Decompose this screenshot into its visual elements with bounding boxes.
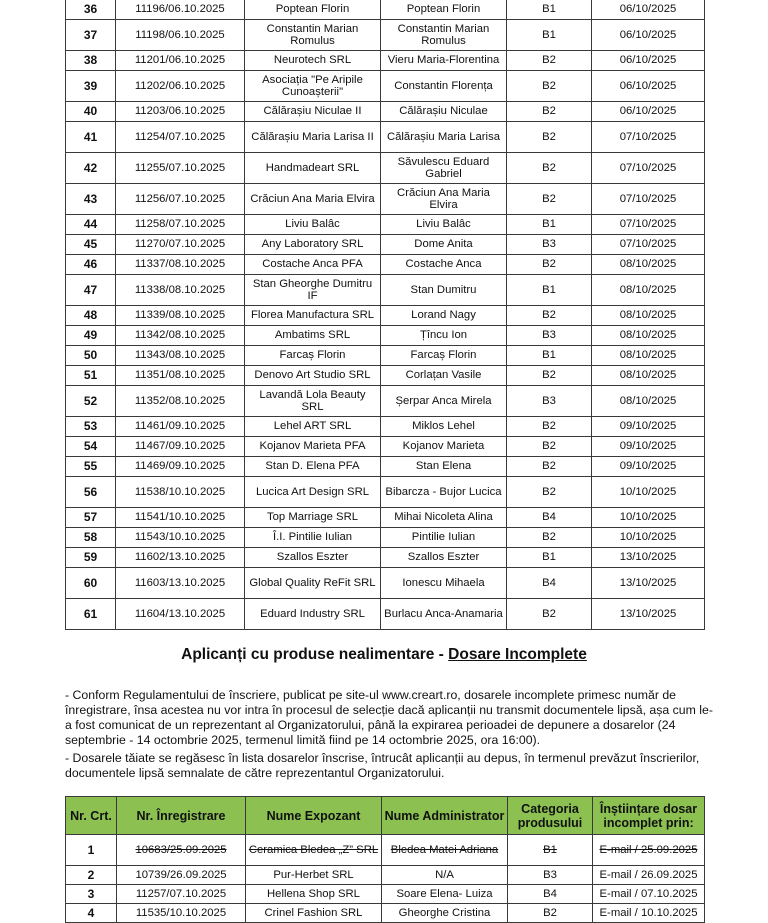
row-number: 53: [66, 417, 116, 437]
table-row: [66, 0, 705, 20]
table-row: [66, 255, 705, 275]
registration-date: 08/10/2025: [592, 346, 705, 366]
struck-text: B1: [543, 843, 557, 856]
table-row: [66, 102, 705, 122]
row-number: 44: [66, 215, 116, 235]
product-category: B1: [507, 215, 592, 235]
product-category: [508, 835, 593, 866]
exhibitor-name: Lavandă Lola Beauty SRL: [245, 386, 381, 417]
table-row: [66, 366, 705, 386]
product-category: B2: [507, 417, 592, 437]
header-registration: Nr. Înregistrare: [117, 797, 246, 835]
exhibitor-name: Crinel Fashion SRL: [246, 904, 382, 923]
exhibitor-name: Top Marriage SRL: [245, 508, 381, 528]
exhibitor-name: Florea Manufactura SRL: [245, 306, 381, 326]
product-category: B1: [507, 275, 592, 306]
administrator-name: Corlațan Vasile: [381, 366, 507, 386]
administrator-name: Dome Anita: [381, 235, 507, 255]
registration-number: 11352/08.10.2025: [116, 386, 245, 417]
administrator-name: Vieru Maria-Florentina: [381, 51, 507, 71]
registration-date: 07/10/2025: [592, 184, 705, 215]
table-row: [66, 866, 705, 885]
table-row: [66, 599, 705, 630]
registered-applicants-table: [65, 0, 705, 630]
row-number: 50: [66, 346, 116, 366]
registration-number: 11343/08.10.2025: [116, 346, 245, 366]
incomplete-files-table: [65, 796, 705, 923]
exhibitor-name: Szallos Eszter: [245, 548, 381, 568]
administrator-name: Soare Elena- Luiza: [382, 885, 508, 904]
product-category: B2: [507, 457, 592, 477]
table-header-row: [66, 797, 705, 835]
struck-text: Bledea Matei Adriana: [390, 843, 499, 856]
struck-text: E-mail / 25.09.2025: [599, 843, 698, 856]
exhibitor-name: Î.I. Pintilie Iulian: [245, 528, 381, 548]
product-category: B1: [507, 0, 592, 20]
registration-number: 11270/07.10.2025: [116, 235, 245, 255]
table-row: [66, 71, 705, 102]
administrator-name: Călărașiu Niculae: [381, 102, 507, 122]
table-row: [66, 835, 705, 866]
exhibitor-name: Global Quality ReFit SRL: [245, 568, 381, 599]
table-row: [66, 184, 705, 215]
registration-number: [117, 835, 246, 866]
registration-date: 09/10/2025: [592, 437, 705, 457]
table-row: [66, 275, 705, 306]
registration-number: 11196/06.10.2025: [116, 0, 245, 20]
administrator-name: Mihai Nicoleta Alina: [381, 508, 507, 528]
section-title-underlined: Dosare Incomplete: [448, 646, 587, 663]
exhibitor-name: Poptean Florin: [245, 0, 381, 20]
table-row: [66, 904, 705, 923]
notification-method: E-mail / 10.10.2025: [593, 904, 705, 923]
row-number: 60: [66, 568, 116, 599]
row-number: 49: [66, 326, 116, 346]
product-category: B3: [507, 386, 592, 417]
administrator-name: Șerpar Anca Mirela: [381, 386, 507, 417]
exhibitor-name: Kojanov Marieta PFA: [245, 437, 381, 457]
registration-number: 11541/10.10.2025: [116, 508, 245, 528]
row-number: 55: [66, 457, 116, 477]
table-row: [66, 885, 705, 904]
administrator-name: [382, 835, 508, 866]
administrator-name: Gheorghe Cristina: [382, 904, 508, 923]
registration-date: 06/10/2025: [592, 51, 705, 71]
exhibitor-name: Liviu Balâc: [245, 215, 381, 235]
exhibitor-name: [246, 835, 382, 866]
product-category: B2: [507, 102, 592, 122]
product-category: B1: [507, 20, 592, 51]
registration-date: 07/10/2025: [592, 235, 705, 255]
administrator-name: Kojanov Marieta: [381, 437, 507, 457]
row-number: 48: [66, 306, 116, 326]
notification-method: [593, 835, 705, 866]
exhibitor-name: Asociația "Pe Aripile Cunoașterii": [245, 71, 381, 102]
registration-number: 11538/10.10.2025: [116, 477, 245, 508]
administrator-name: Stan Elena: [381, 457, 507, 477]
notification-method: E-mail / 26.09.2025: [593, 866, 705, 885]
notification-method: E-mail / 07.10.2025: [593, 885, 705, 904]
registration-number: 11198/06.10.2025: [116, 20, 245, 51]
exhibitor-name: Neurotech SRL: [245, 51, 381, 71]
product-category: B4: [508, 885, 593, 904]
exhibitor-name: Lehel ART SRL: [245, 417, 381, 437]
table-row: [66, 568, 705, 599]
registration-date: 13/10/2025: [592, 548, 705, 568]
note-paragraph: - Conform Regulamentului de înscriere, publicat pe site-ul www.creart.ro, dosarele incomplete primesc număr de înregistrare, însa acestea nu vor intra în procesul de selecție dacă aplicanții nu transmit documentele lipsă, așa cum le-a fost comunicat de un reprezentant al Organizatorului, până la expirarea perioadei de depunere a dosarelor (24 septembrie - 14 octombrie 2025, termenul limită fiind pe 14 octombrie 2025, ora 16:00).: [65, 688, 713, 747]
incomplete-notes: [65, 688, 713, 784]
table-row: [66, 215, 705, 235]
registration-number: 11342/08.10.2025: [116, 326, 245, 346]
exhibitor-name: Denovo Art Studio SRL: [245, 366, 381, 386]
registration-date: 07/10/2025: [592, 122, 705, 153]
row-number: 42: [66, 153, 116, 184]
administrator-name: Poptean Florin: [381, 0, 507, 20]
row-number: 61: [66, 599, 116, 630]
header-notification: Înștiințare dosar incomplet prin:: [593, 797, 705, 835]
registration-number: 11469/09.10.2025: [116, 457, 245, 477]
header-nr-crt: Nr. Crt.: [66, 797, 117, 835]
registration-number: 11201/06.10.2025: [116, 51, 245, 71]
registration-date: 10/10/2025: [592, 508, 705, 528]
registration-date: 08/10/2025: [592, 366, 705, 386]
registration-date: 08/10/2025: [592, 386, 705, 417]
table-row: [66, 528, 705, 548]
registration-number: 11535/10.10.2025: [117, 904, 246, 923]
row-number: 59: [66, 548, 116, 568]
row-number: 2: [66, 866, 117, 885]
exhibitor-name: Stan Gheorghe Dumitru IF: [245, 275, 381, 306]
administrator-name: Crăciun Ana Maria Elvira: [381, 184, 507, 215]
table-row: [66, 326, 705, 346]
product-category: B2: [507, 122, 592, 153]
registration-number: 11339/08.10.2025: [116, 306, 245, 326]
table-row: [66, 346, 705, 366]
product-category: B2: [507, 153, 592, 184]
administrator-name: Constantin Marian Romulus: [381, 20, 507, 51]
product-category: B3: [507, 326, 592, 346]
row-number: 40: [66, 102, 116, 122]
row-number: 51: [66, 366, 116, 386]
administrator-name: Bibarcza - Bujor Lucica: [381, 477, 507, 508]
table-row: [66, 153, 705, 184]
exhibitor-name: Eduard Industry SRL: [245, 599, 381, 630]
row-number: 58: [66, 528, 116, 548]
exhibitor-name: Costache Anca PFA: [245, 255, 381, 275]
row-number: 47: [66, 275, 116, 306]
row-number: 52: [66, 386, 116, 417]
registration-number: 11202/06.10.2025: [116, 71, 245, 102]
administrator-name: Săvulescu Eduard Gabriel: [381, 153, 507, 184]
table-row: [66, 122, 705, 153]
product-category: B4: [507, 508, 592, 528]
registration-number: 11603/13.10.2025: [116, 568, 245, 599]
registration-date: 07/10/2025: [592, 153, 705, 184]
administrator-name: Stan Dumitru: [381, 275, 507, 306]
administrator-name: Lorand Nagy: [381, 306, 507, 326]
product-category: B3: [507, 235, 592, 255]
row-number: 3: [66, 885, 117, 904]
product-category: B2: [507, 477, 592, 508]
section-title: [0, 646, 768, 664]
row-number: 41: [66, 122, 116, 153]
product-category: B2: [507, 599, 592, 630]
registration-date: 09/10/2025: [592, 457, 705, 477]
incomplete-table-body: [66, 835, 705, 923]
registration-number: 11602/13.10.2025: [116, 548, 245, 568]
note-paragraph: - Dosarele tăiate se regăsesc în lista dosarelor înscrise, întrucât aplicanții au depus, în termenul prevăzut înscrierilor, documentele lipsă semnalate de către reprezentantul Organizatorului.: [65, 751, 700, 780]
row-number: 39: [66, 71, 116, 102]
exhibitor-name: Pur-Herbet SRL: [246, 866, 382, 885]
row-number: 57: [66, 508, 116, 528]
registration-number: 11467/09.10.2025: [116, 437, 245, 457]
registration-number: 11203/06.10.2025: [116, 102, 245, 122]
row-number: 4: [66, 904, 117, 923]
registration-number: 11604/13.10.2025: [116, 599, 245, 630]
registration-number: 11258/07.10.2025: [116, 215, 245, 235]
registration-number: 11255/07.10.2025: [116, 153, 245, 184]
header-category: Categoria produsului: [508, 797, 593, 835]
registration-date: 10/10/2025: [592, 528, 705, 548]
registration-date: 06/10/2025: [592, 71, 705, 102]
table-row: [66, 477, 705, 508]
registration-date: 10/10/2025: [592, 477, 705, 508]
exhibitor-name: Any Laboratory SRL: [245, 235, 381, 255]
exhibitor-name: Hellena Shop SRL: [246, 885, 382, 904]
table-row: [66, 51, 705, 71]
exhibitor-name: Lucica Art Design SRL: [245, 477, 381, 508]
administrator-name: Țîncu Ion: [381, 326, 507, 346]
section-title-prefix: Aplicanți cu produse nealimentare -: [181, 646, 449, 663]
registration-number: 11338/08.10.2025: [116, 275, 245, 306]
registration-number: 11256/07.10.2025: [116, 184, 245, 215]
registration-number: 11257/07.10.2025: [117, 885, 246, 904]
exhibitor-name: Călărașiu Maria Larisa II: [245, 122, 381, 153]
row-number: 54: [66, 437, 116, 457]
product-category: B4: [507, 568, 592, 599]
table-row: [66, 235, 705, 255]
exhibitor-name: Farcaș Florin: [245, 346, 381, 366]
row-number: 43: [66, 184, 116, 215]
administrator-name: Costache Anca: [381, 255, 507, 275]
table-row: [66, 437, 705, 457]
product-category: B1: [507, 548, 592, 568]
registration-date: 09/10/2025: [592, 417, 705, 437]
registration-date: 07/10/2025: [592, 215, 705, 235]
registration-date: 06/10/2025: [592, 102, 705, 122]
registration-number: 11543/10.10.2025: [116, 528, 245, 548]
product-category: B2: [507, 306, 592, 326]
registration-date: 08/10/2025: [592, 306, 705, 326]
product-category: B2: [508, 904, 593, 923]
struck-text: 10683/25.09.2025: [135, 843, 227, 856]
product-category: B2: [507, 255, 592, 275]
row-number: 46: [66, 255, 116, 275]
administrator-name: Miklos Lehel: [381, 417, 507, 437]
exhibitor-name: Ambatims SRL: [245, 326, 381, 346]
registration-number: 11337/08.10.2025: [116, 255, 245, 275]
table-row: [66, 417, 705, 437]
row-number: 1: [66, 835, 117, 866]
registration-date: 08/10/2025: [592, 275, 705, 306]
registration-number: 11351/08.10.2025: [116, 366, 245, 386]
exhibitor-name: Stan D. Elena PFA: [245, 457, 381, 477]
administrator-name: Constantin Florența: [381, 71, 507, 102]
row-number: 36: [66, 0, 116, 20]
row-number: 56: [66, 477, 116, 508]
administrator-name: Szallos Eszter: [381, 548, 507, 568]
table-row: [66, 306, 705, 326]
header-administrator: Nume Administrator: [382, 797, 508, 835]
product-category: B2: [507, 437, 592, 457]
product-category: B2: [507, 51, 592, 71]
row-number: 37: [66, 20, 116, 51]
administrator-name: Călărașiu Maria Larisa: [381, 122, 507, 153]
exhibitor-name: Constantin Marian Romulus: [245, 20, 381, 51]
administrator-name: Ionescu Mihaela: [381, 568, 507, 599]
product-category: B2: [507, 71, 592, 102]
administrator-name: Pintilie Iulian: [381, 528, 507, 548]
registration-number: 11254/07.10.2025: [116, 122, 245, 153]
header-exhibitor: Nume Expozant: [246, 797, 382, 835]
table-row: [66, 20, 705, 51]
registration-number: 11461/09.10.2025: [116, 417, 245, 437]
registration-date: 06/10/2025: [592, 0, 705, 20]
registered-table-body: [66, 0, 705, 630]
struck-text: Ceramica Bledea „Z” SRL: [248, 843, 379, 856]
administrator-name: Liviu Balâc: [381, 215, 507, 235]
registration-date: 08/10/2025: [592, 326, 705, 346]
administrator-name: Burlacu Anca-Anamaria: [381, 599, 507, 630]
registration-date: 06/10/2025: [592, 20, 705, 51]
administrator-name: N/A: [382, 866, 508, 885]
table-row: [66, 386, 705, 417]
exhibitor-name: Călărașiu Niculae II: [245, 102, 381, 122]
row-number: 45: [66, 235, 116, 255]
product-category: B3: [508, 866, 593, 885]
product-category: B2: [507, 184, 592, 215]
administrator-name: Farcaș Florin: [381, 346, 507, 366]
exhibitor-name: Crăciun Ana Maria Elvira: [245, 184, 381, 215]
table-row: [66, 457, 705, 477]
product-category: B2: [507, 366, 592, 386]
table-row: [66, 508, 705, 528]
table-row: [66, 548, 705, 568]
product-category: B1: [507, 346, 592, 366]
registration-date: 13/10/2025: [592, 599, 705, 630]
row-number: 38: [66, 51, 116, 71]
product-category: B2: [507, 528, 592, 548]
registration-number: 10739/26.09.2025: [117, 866, 246, 885]
registration-date: 08/10/2025: [592, 255, 705, 275]
registration-date: 13/10/2025: [592, 568, 705, 599]
exhibitor-name: Handmadeart SRL: [245, 153, 381, 184]
